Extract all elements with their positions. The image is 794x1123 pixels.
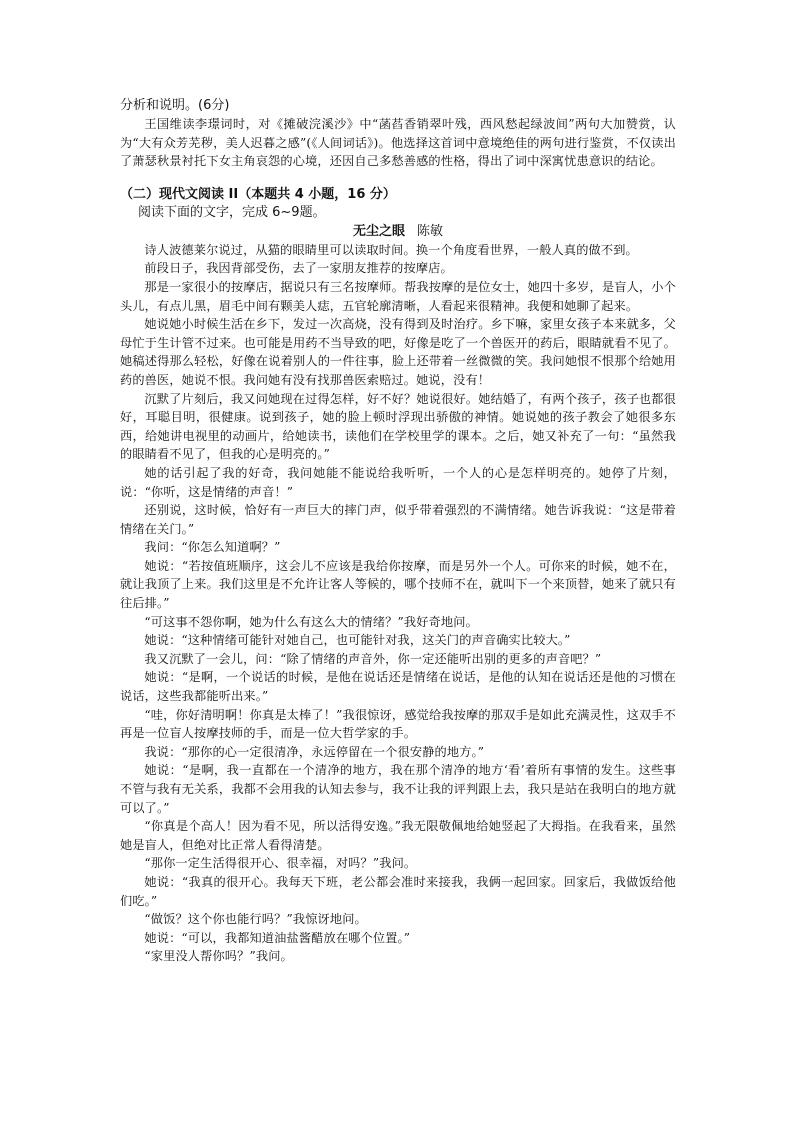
article-paragraph: 我问：“你怎么知道啊？”: [144, 540, 281, 555]
article-paragraph: 她说：“可以，我都知道油盐酱醋放在哪个位置。”: [144, 930, 411, 945]
article-paragraph: “哇，你好清明啊！你真是太棒了！”我很惊讶，感觉给我按摩的那双手是如此充满灵性，这双手不再是一位盲人按摩技师的手，而是一位大哲学家的手。: [120, 707, 676, 741]
article-paragraph: 那是一家很小的按摩店，据说只有三名按摩师。帮我按摩的是位女士，她四十多岁，是盲人，小个头儿，有点儿黑，眉毛中间有颗美人痣，五官轮廓清晰，人看起来很精神。我便和她聊了起来。: [120, 279, 676, 313]
article-paragraph: 前段日子，我因背部受伤，去了一家朋友推荐的按摩店。: [144, 261, 453, 276]
article-paragraph: 她说：“这种情绪可能针对她自己，也可能针对我，这关门的声音确实比较大。”: [144, 633, 571, 648]
article-paragraph: “可这事不怨你啊，她为什么有这么大的情绪？”我好奇地问。: [144, 614, 478, 629]
article-paragraph: 她说她小时候生活在乡下，发过一次高烧，没有得到及时治疗。乡下嘛，家里女孩子本来就多，父母忙于生计管不过来。也可能是用药不当导致的吧，好像是吃了一个兽医开的药后，眼睛就看不见了。她稿述得那么轻松，好像在说着别人的一件往事，脸上还带着一丝微微的笑。我问她恨不恨那个给她用药的兽医，她说不恨。我问她有没有找那兽医索赔过。她说，没有！: [120, 317, 676, 387]
article-paragraph: 还别说，这时候，恰好有一声巨大的摔门声，似乎带着强烈的不满情绪。她告诉我说：“这是带着情绪在关门。”: [120, 503, 676, 536]
document-page: [120, 96, 676, 966]
article-paragraph: 我又沉默了一会儿，问：“除了情绪的声音外，你一定还能听出别的更多的声音吧？”: [144, 651, 602, 666]
article-paragraph: 她说：“我真的很开心。我每天下班，老公都会准时来接我，我俩一起回家。回家后，我做饭给他们吃。”: [120, 874, 676, 908]
article-paragraph: 她的话引起了我的好奇，我问她能不能说给我听听，一个人的心是怎样明亮的。她停了片刻，说：“你听，这是情绪的声音！”: [120, 465, 676, 499]
article-paragraph: 她说：“是啊，我一直都在一个清净的地方，我在那个清净的地方‘看’着所有事情的发生。这些事不管与我有无关系，我都不会用我的认知去参与，我不让我的评判跟上去，我只是站在我明白的地方就可以了。”: [120, 763, 676, 815]
section-instruction: 阅读下面的文字，完成 6~9题。: [138, 204, 326, 220]
article-paragraph: “做饭？这个你也能行吗？”我惊讶地问。: [144, 912, 367, 927]
section-heading: （二）现代文阅读 II（本题共 4 小题，16 分）: [120, 186, 396, 202]
article-paragraph: “家里没人帮你吗？”我问。: [144, 949, 293, 964]
article-paragraph: 我说：“那你的心一定很清净，永远停留在一个很安静的地方。”: [144, 744, 485, 759]
article-author: 陈敏: [417, 223, 444, 239]
article-paragraph: “那你一定生活得很开心、很幸福，对吗？”我问。: [144, 856, 417, 871]
article-paragraph: 她说：“若按值班顺序，这会儿不应该是我给你按摩，而是另外一个人。可你来的时候，她不在，就让我顶了上来。我们这里是不允许让客人等候的，哪个技师不在，就叫下一个来顶替，她来了就只有往后排。”: [120, 558, 676, 611]
article-title-line: [120, 222, 676, 241]
previous-passage-paragraph: 王国维读李璟词时，对《摊破浣溪沙》中“菡萏香销翠叶残，西风愁起绿波间”两句大加赞赏，认为“大有众芳芜秽，美人迟暮之感”(《人间词话》)。他选择这首词中意境绝佳的两句进行鉴赏，不仅读出了萧瑟秋景衬托下女主角哀怨的心境，还因自己多愁善感的性格，得出了词中深寓忧患意识的结论。: [120, 117, 676, 169]
article-paragraph: 她说：“是啊，一个说话的时候，是他在说话还是情绪在说话，是他的认知在说话还是他的习惯在说话，这些我都能听出来。”: [120, 670, 676, 704]
article-title: 无尘之眼: [352, 223, 405, 239]
article-paragraph: 沉默了片刻后，我又问她现在过得怎样，好不好？她说很好。她结婚了，有两个孩子，孩子也都很好，耳聪目明，很健康。说到孩子，她的脸上顿时浮现出骄傲的神情。她说她的孩子教会了她很多东西，给她讲电视里的动画片，给她读书，读他们在学校里学的课本。之后，她又补充了一句：“虽然我的眼睛看不见了，但我的心是明亮的。”: [120, 391, 676, 462]
article-paragraph: “你真是个高人！因为看不见，所以活得安逸。”我无限敬佩地给她竖起了大拇指。在我看来，虽然她是盲人，但绝对比正常人看得清楚。: [120, 819, 676, 852]
previous-question-tail: 分析和说明。(6分): [120, 98, 230, 113]
article-paragraph: 诗人波德莱尔说过，从猫的眼睛里可以读取时间。换一个角度看世界，一般人真的做不到。: [144, 242, 638, 257]
